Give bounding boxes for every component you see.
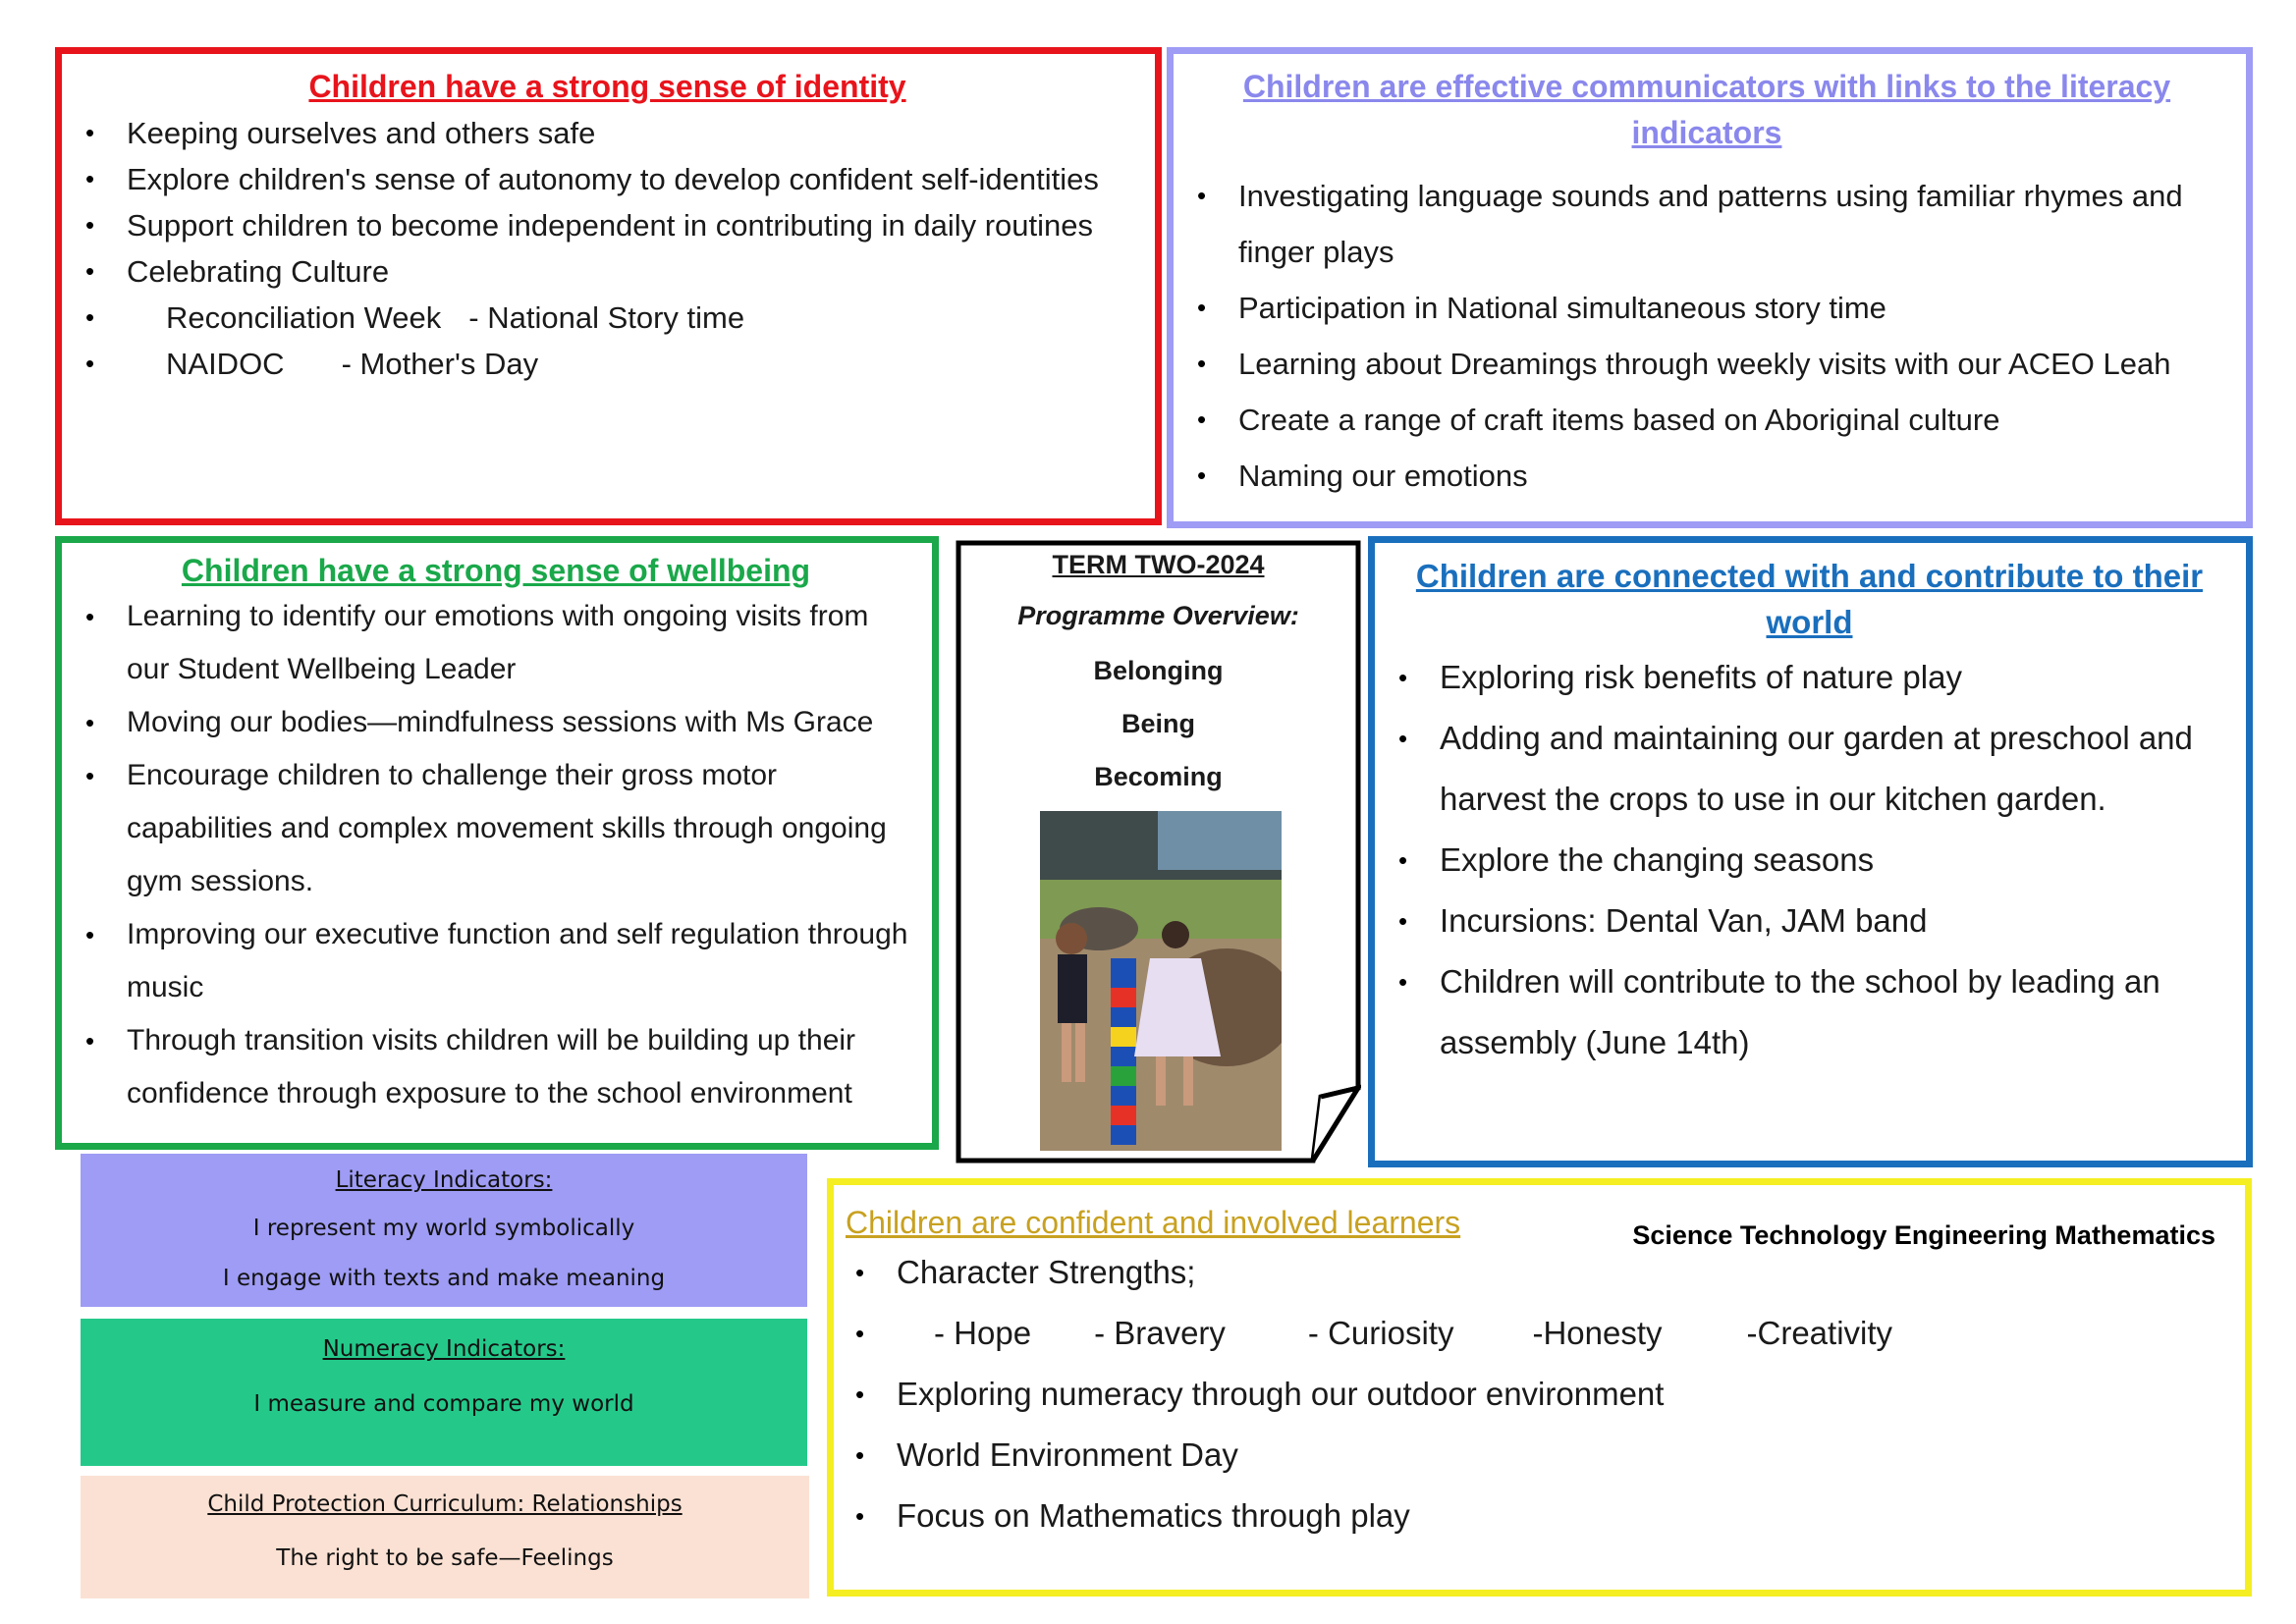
list-item: • Through transition visits children will be building up their confidence through exposure to the school environment [76, 1014, 916, 1120]
list-item: • Character Strengths; [846, 1242, 2229, 1303]
list-item: • Keeping ourselves and others safe [76, 110, 1139, 156]
list-item: • Learning to identify our emotions with ongoing visits from our Student Wellbeing Leader [76, 590, 916, 696]
list-item: • Adding and maintaining our garden at preschool and harvest the crops to use in our kitchen garden. [1389, 708, 2230, 830]
term-overview-callout [956, 540, 1361, 1164]
strength-curiosity: - Curiosity [1307, 1315, 1454, 1351]
event-name: NAIDOC [166, 347, 285, 381]
list-item: • Learning about Dreamings through weekly visits with our ACEO Leah [1187, 336, 2226, 392]
list-item: • Participation in National simultaneous story time [1187, 280, 2226, 336]
strength-hope: - Hope [934, 1315, 1032, 1351]
list-item: • Focus on Mathematics through play [846, 1486, 2229, 1546]
learners-title: Children are confident and involved learners [846, 1205, 1461, 1240]
strength-creativity: -Creativity [1746, 1315, 1893, 1351]
wellbeing-list [76, 590, 916, 1120]
identity-list [76, 110, 1139, 387]
list-item: • Children will contribute to the school by leading an assembly (June 14th) [1389, 951, 2230, 1073]
communicators-list [1187, 168, 2226, 504]
list-item: • Exploring risk benefits of nature play [1389, 647, 2230, 708]
literacy-line: I engage with texts and make meaning [222, 1266, 666, 1291]
child-protection-box [81, 1476, 809, 1598]
world-list [1389, 647, 2230, 1073]
strength-bravery: - Bravery [1094, 1315, 1226, 1351]
list-item: • Incursions: Dental Van, JAM band [1389, 891, 2230, 951]
term-word-belonging: Belonging [1093, 656, 1224, 685]
child-protection-line: The right to be safe—Feelings [276, 1545, 614, 1571]
list-item: • Improving our executive function and self regulation through music [76, 908, 916, 1014]
world-title: Children are connected with and contribute to their world [1415, 558, 2204, 640]
list-item [76, 341, 1139, 387]
list-item: • Support children to become independent in contributing in daily routines [76, 202, 1139, 248]
numeracy-heading: Numeracy Indicators: [322, 1336, 566, 1362]
numeracy-line: I measure and compare my world [253, 1391, 634, 1417]
stem-label: Science Technology Engineering Mathematics [1632, 1220, 2215, 1250]
list-item: • Exploring numeracy through our outdoor environment [846, 1364, 2229, 1425]
world-panel [1368, 536, 2253, 1167]
event-name: - National Story time [468, 300, 745, 335]
children-playing-photo [1040, 811, 1282, 1151]
list-item [76, 295, 1139, 341]
identity-panel [55, 47, 1162, 525]
list-item: • Create a range of craft items based on Aboriginal culture [1187, 392, 2226, 448]
strength-honesty: -Honesty [1532, 1315, 1663, 1351]
list-item: • Moving our bodies—mindfulness sessions with Ms Grace [76, 696, 916, 749]
term-subtitle: Programme Overview: [1017, 601, 1299, 630]
communicators-panel [1167, 47, 2253, 528]
list-item: • Encourage children to challenge their gross motor capabilities and complex movement skills through ongoing gym sessions. [76, 749, 916, 908]
list-item: • Celebrating Culture [76, 248, 1139, 295]
learners-list [846, 1242, 2229, 1546]
communicators-title: Children are effective communicators with links to the literacy indicators [1242, 69, 2171, 150]
list-item: • Naming our emotions [1187, 448, 2226, 504]
literacy-heading: Literacy Indicators: [335, 1167, 553, 1193]
event-name: - Mother's Day [341, 347, 539, 381]
wellbeing-panel [55, 536, 939, 1150]
list-item: • Explore children's sense of autonomy to develop confident self-identities [76, 156, 1139, 202]
term-word-becoming: Becoming [1094, 762, 1223, 791]
child-protection-heading: Child Protection Curriculum: Relationships [207, 1491, 683, 1517]
numeracy-indicators-box [81, 1319, 807, 1466]
learners-panel [827, 1178, 2252, 1597]
literacy-line: I represent my world symbolically [252, 1216, 635, 1241]
list-item: • World Environment Day [846, 1425, 2229, 1486]
list-item [846, 1303, 2229, 1364]
wellbeing-title: Children have a strong sense of wellbeing [181, 553, 811, 588]
list-item: • Explore the changing seasons [1389, 830, 2230, 891]
list-item: • Investigating language sounds and patterns using familiar rhymes and finger plays [1187, 168, 2226, 280]
term-title: TERM TWO-2024 [1052, 550, 1265, 579]
term-word-being: Being [1121, 709, 1195, 738]
literacy-indicators-box [81, 1154, 807, 1307]
event-name: Reconciliation Week [166, 300, 442, 335]
identity-title: Children have a strong sense of identity [308, 69, 906, 104]
